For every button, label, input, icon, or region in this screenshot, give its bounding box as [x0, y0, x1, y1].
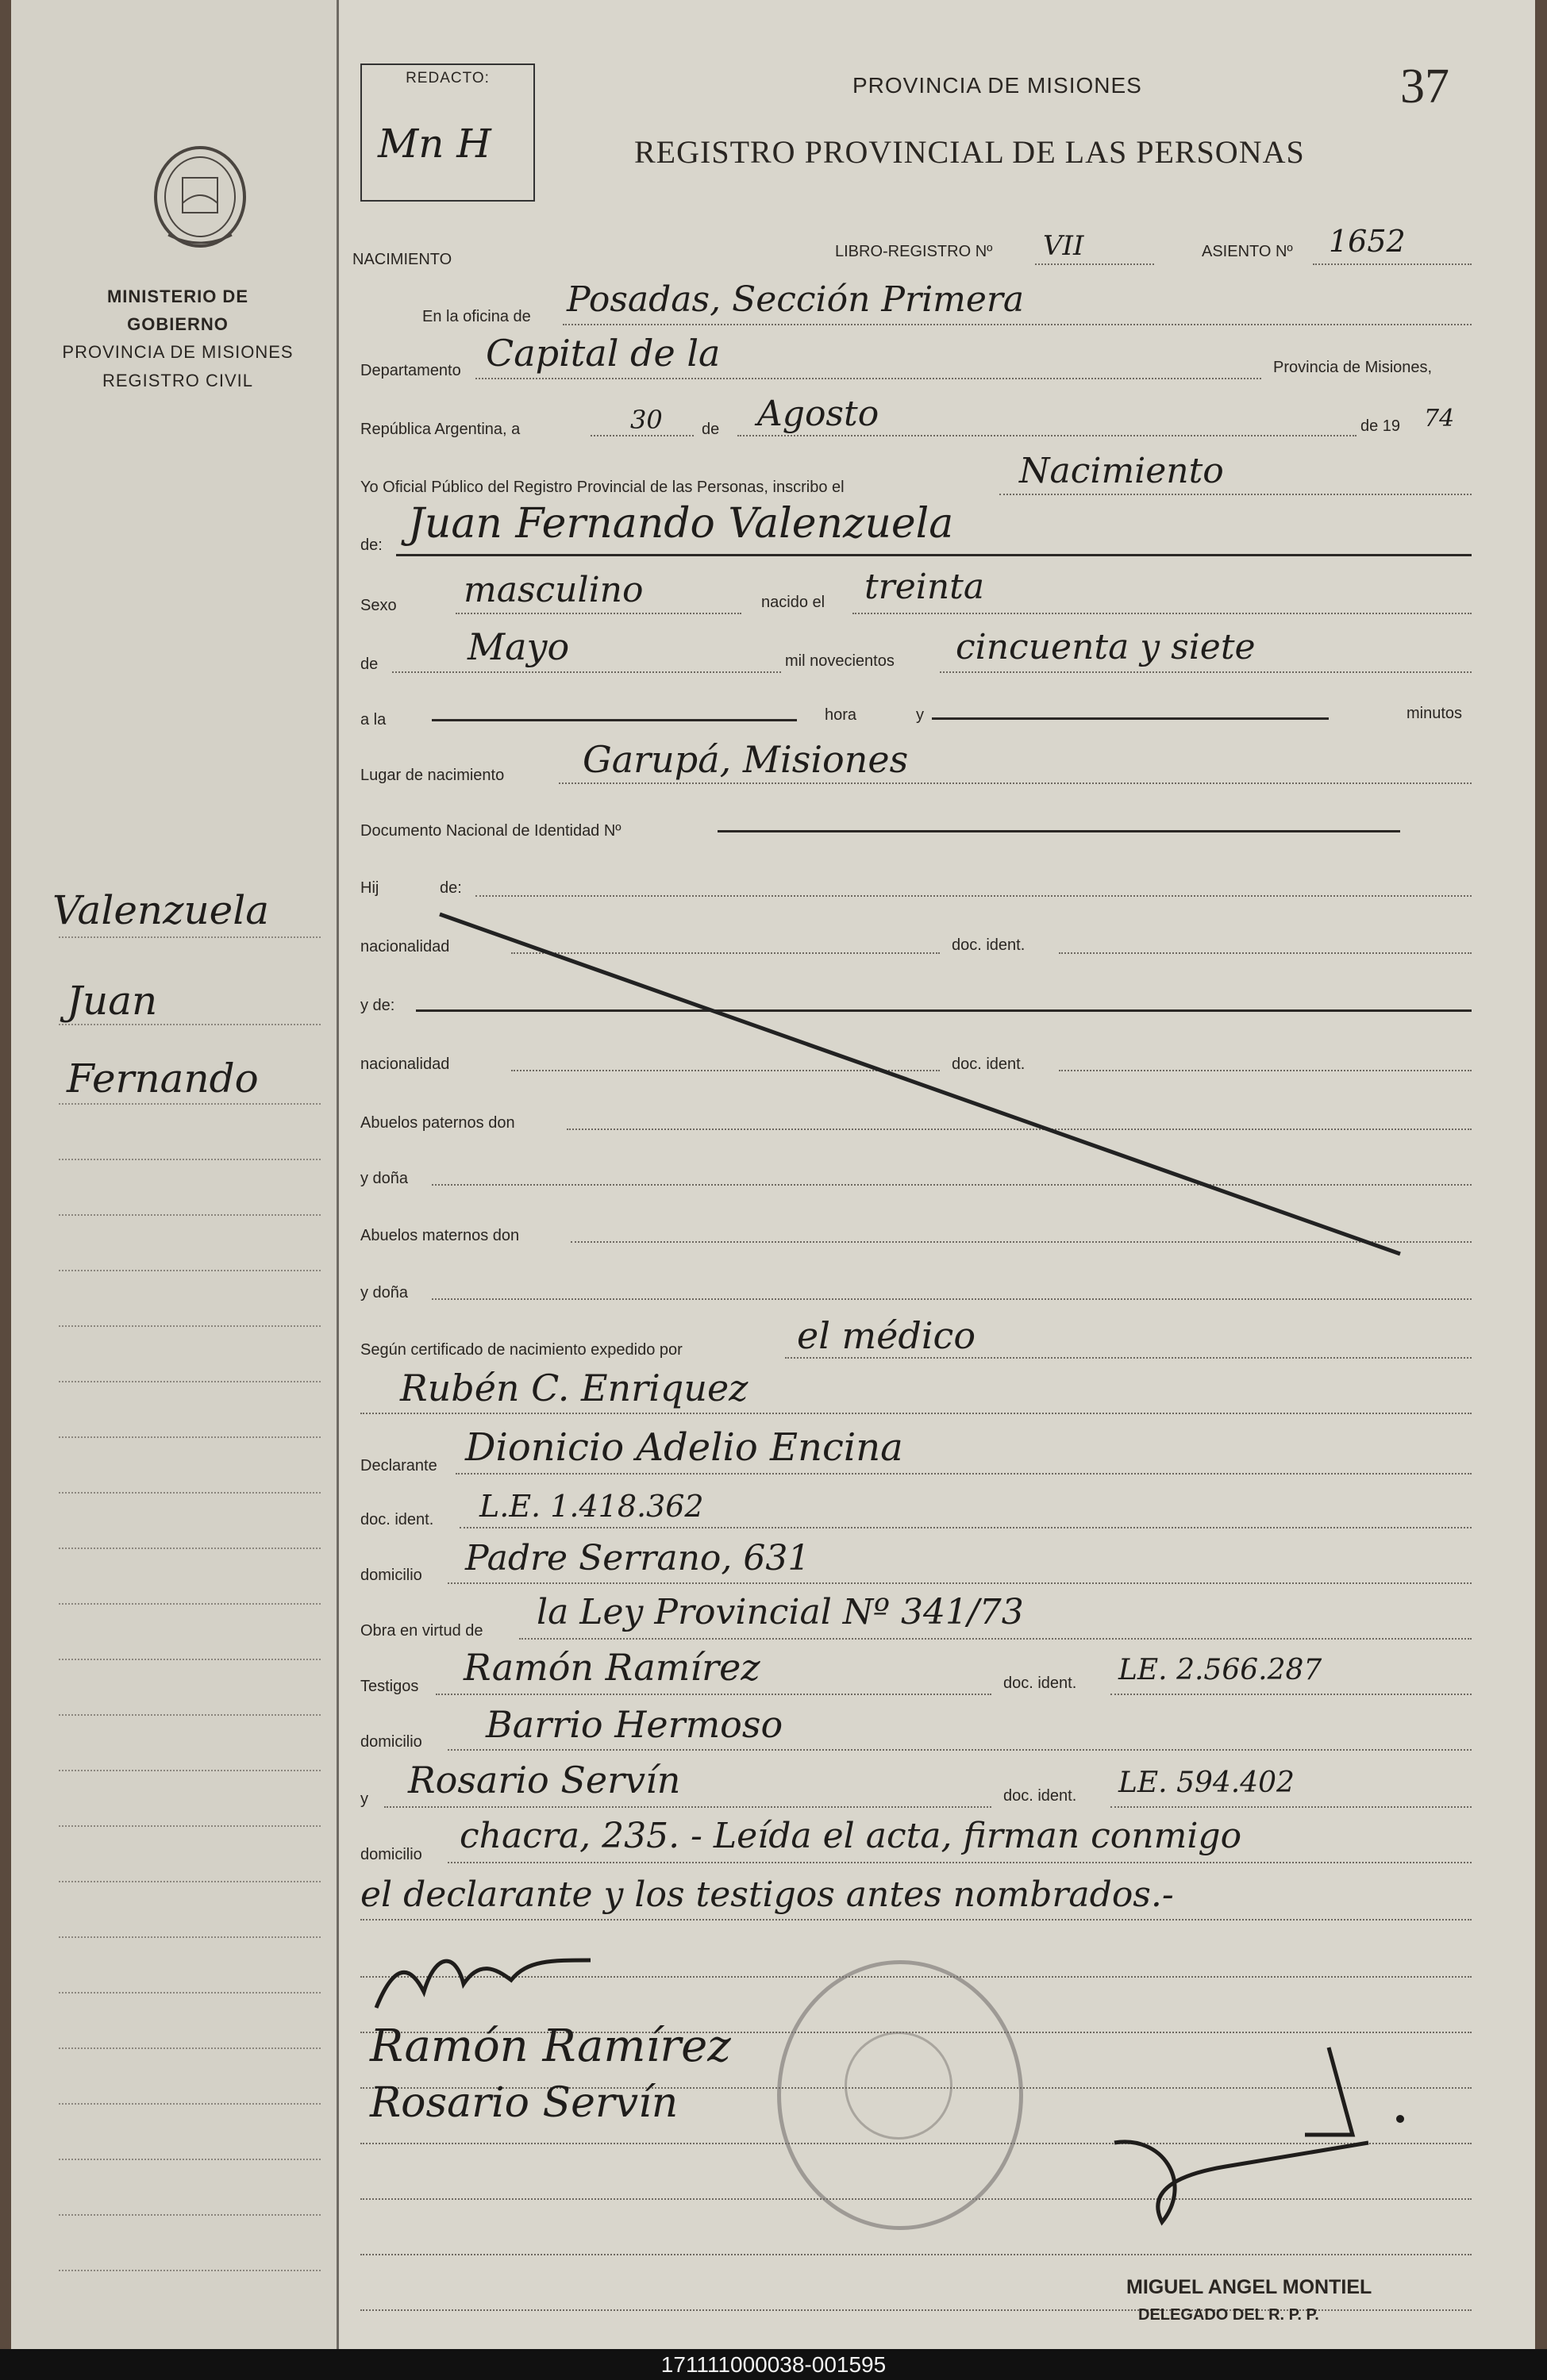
hij-label: Hij: [360, 879, 379, 897]
testigo1-value: Ramón Ramírez: [464, 1646, 760, 1689]
dotted-rule: [559, 782, 1472, 784]
oficina-value: Posadas, Sección Primera: [567, 279, 1025, 320]
mil-label: mil novecientos: [785, 652, 895, 670]
solid-rule: [396, 554, 1472, 556]
official-signature-icon: [1067, 2016, 1480, 2254]
dotted-rule: [448, 1582, 1472, 1584]
margin-middlename: Fernando: [67, 1055, 259, 1102]
redacto-label: REDACTO:: [406, 70, 490, 87]
lugar-label: Lugar de nacimiento: [360, 767, 505, 784]
y-label: y: [916, 706, 924, 724]
dotted-rule: [519, 1638, 1472, 1640]
solid-rule: [718, 830, 1400, 832]
obra-value: la Ley Provincial Nº 341/73: [537, 1592, 1024, 1632]
margin-rule: [59, 1936, 321, 1938]
declarante-signature-icon: [360, 1936, 614, 2032]
closing-value: el declarante y los testigos antes nombrados.-: [360, 1874, 1174, 1915]
de3-label: de: [360, 656, 379, 673]
witness2-signature: Rosario Servín: [370, 2079, 679, 2127]
page-title: REGISTRO PROVINCIAL DE LAS PERSONAS: [634, 134, 1305, 170]
dotted-rule: [1110, 1694, 1472, 1695]
margin-rule: [59, 1992, 321, 1994]
mes2-value: Mayo: [468, 625, 570, 668]
margin-rule: [59, 1714, 321, 1716]
domicilio3-value: chacra, 235. - Leída el acta, firman conmigo: [460, 1816, 1242, 1856]
dotted-rule: [940, 671, 1472, 673]
dotted-rule: [999, 494, 1472, 495]
mes-value: Agosto: [757, 394, 879, 434]
dotted-rule: [360, 1919, 1472, 1921]
abuelos-maternos-label: Abuelos maternos don: [360, 1227, 520, 1244]
obra-label: Obra en virtud de: [360, 1622, 483, 1640]
departamento-label: Departamento: [360, 362, 461, 379]
solid-rule: [432, 719, 797, 721]
abuelos-paternos-label: Abuelos paternos don: [360, 1114, 515, 1132]
margin-rule: [59, 2270, 321, 2271]
sexo-label: Sexo: [360, 597, 397, 614]
yde-label: y de:: [360, 997, 395, 1014]
margin-rule: [59, 1214, 321, 1216]
asiento-value: 1652: [1329, 224, 1406, 259]
dotted-rule: [591, 435, 694, 436]
departamento-value: Capital de la: [486, 332, 721, 375]
docident3-label: doc. ident.: [360, 1511, 434, 1528]
dotted-rule: [737, 435, 1357, 436]
margin-rule: [59, 1770, 321, 1771]
nombre-value: Juan Fernando Valenzuela: [408, 500, 954, 548]
margin-rule: [59, 1325, 321, 1327]
anio2-value: cincuenta y siete: [956, 627, 1256, 667]
dotted-rule: [360, 2254, 1472, 2255]
docident3-value: L.E. 1.418.362: [479, 1489, 704, 1524]
sexo-value: masculino: [464, 570, 644, 610]
medico-value: Rubén C. Enriquez: [400, 1367, 748, 1409]
dia-value: 30: [630, 405, 663, 435]
margin-rule: [59, 2047, 321, 2049]
dotted-rule: [456, 1473, 1472, 1475]
asiento-label: ASIENTO Nº: [1202, 243, 1293, 260]
domicilio-value: Padre Serrano, 631: [465, 1538, 810, 1578]
docident-label: doc. ident.: [952, 936, 1026, 954]
margin-rule: [59, 1159, 321, 1160]
declarante-label: Declarante: [360, 1457, 437, 1475]
dotted-rule: [448, 1749, 1472, 1751]
margin-rule: [59, 2214, 321, 2216]
dotted-rule: [436, 1694, 991, 1695]
margin-rule: [59, 1548, 321, 1549]
margin-rule: [59, 1825, 321, 1827]
dotted-rule: [1035, 263, 1154, 265]
inscribo-value: Nacimiento: [1019, 451, 1224, 491]
register-page: [11, 0, 1535, 2349]
oficial-label: Yo Oficial Público del Registro Provincial de las Personas, inscribo el: [360, 479, 845, 496]
province-heading: PROVINCIA DE MISIONES: [852, 73, 1142, 98]
delegado-title: DELEGADO DEL R. P. P.: [1138, 2306, 1319, 2324]
dotted-rule: [360, 1413, 1472, 1414]
domicilio2-label: domicilio: [360, 1733, 422, 1751]
y2-label: y: [360, 1790, 368, 1808]
dotted-rule: [392, 671, 781, 673]
nacionalidad2-label: nacionalidad: [360, 1055, 450, 1073]
anio-label: de 19: [1360, 417, 1401, 435]
margin-rule: [59, 936, 321, 938]
de2-label: de:: [360, 536, 383, 554]
margin-rule: [59, 1436, 321, 1438]
cancel-stroke-icon: [432, 905, 1416, 1262]
margin-rule: [59, 1381, 321, 1382]
dotted-rule: [1110, 1806, 1472, 1808]
lugar-value: Garupá, Misiones: [583, 738, 909, 781]
domicilio2-value: Barrio Hermoso: [486, 1703, 783, 1746]
margin-rule: [59, 1603, 321, 1605]
ministry-heading: [59, 283, 297, 394]
dotted-rule: [448, 1862, 1472, 1863]
left-margin-column: [11, 0, 339, 2349]
dotted-rule: [563, 324, 1472, 325]
docident2-label: doc. ident.: [952, 1055, 1026, 1073]
libro-value: VII: [1043, 230, 1084, 262]
ydona2-label: y doña: [360, 1284, 409, 1302]
witness1-signature: Ramón Ramírez: [370, 2021, 731, 2072]
republica-label: República Argentina, a: [360, 421, 521, 438]
margin-rule: [59, 2159, 321, 2160]
oficina-label: En la oficina de: [422, 308, 531, 325]
dotted-rule: [852, 613, 1472, 614]
scan-id-footer: 171111000038-001595: [0, 2349, 1547, 2380]
libro-label: LIBRO-REGISTRO Nº: [835, 243, 993, 260]
redacto-box: [360, 63, 535, 202]
dotted-rule: [1313, 263, 1472, 265]
ministry-line1: MINISTERIO DE GOBIERNO: [106, 286, 248, 335]
page-number: 37: [1400, 60, 1449, 113]
margin-rule: [59, 1270, 321, 1271]
docident5-label: doc. ident.: [1003, 1787, 1077, 1805]
nacido-value: treinta: [864, 567, 985, 607]
nacionalidad-label: nacionalidad: [360, 938, 450, 955]
anio-value: 74: [1424, 405, 1455, 433]
docident5-value: LE. 594.402: [1118, 1767, 1295, 1799]
dotted-rule: [785, 1357, 1472, 1359]
docident4-value: LE. 2.566.287: [1118, 1654, 1322, 1686]
dotted-rule: [384, 1806, 991, 1808]
stamp-center-icon: [845, 2032, 952, 2140]
margin-surname: Valenzuela: [52, 887, 270, 933]
provincial-seal-icon: [144, 140, 256, 259]
nacido-label: nacido el: [761, 594, 825, 611]
hora-label: hora: [825, 706, 857, 724]
margin-rule: [59, 1492, 321, 1494]
de4-label: de:: [440, 879, 462, 897]
dotted-rule: [475, 378, 1261, 379]
margin-rule: [59, 1103, 321, 1105]
domicilio-label: domicilio: [360, 1567, 422, 1584]
ydona-label: y doña: [360, 1170, 409, 1187]
margin-rule: [59, 1881, 321, 1882]
declarante-value: Dionicio Adelio Encina: [465, 1425, 903, 1470]
dotted-rule: [475, 895, 1472, 897]
domicilio3-label: domicilio: [360, 1846, 422, 1863]
margin-rule: [59, 2103, 321, 2105]
docident4-label: doc. ident.: [1003, 1674, 1077, 1692]
solid-rule: [932, 717, 1329, 720]
minutos-label: minutos: [1407, 705, 1463, 722]
delegado-name: MIGUEL ANGEL MONTIEL: [1126, 2276, 1372, 2298]
ministry-line2: PROVINCIA DE MISIONES: [62, 342, 294, 363]
ala-label: a la: [360, 711, 387, 729]
testigo2-value: Rosario Servín: [408, 1759, 681, 1801]
margin-rule: [59, 1659, 321, 1660]
certificado-label: Según certificado de nacimiento expedido por: [360, 1341, 683, 1359]
margin-rule: [59, 1024, 321, 1025]
dotted-rule: [432, 1298, 1472, 1300]
margin-firstname: Juan: [67, 978, 158, 1024]
testigos-label: Testigos: [360, 1678, 419, 1695]
provincia-label: Provincia de Misiones,: [1273, 359, 1433, 376]
de-label: de: [702, 421, 720, 438]
dotted-rule: [456, 613, 741, 614]
dni-label: Documento Nacional de Identidad Nº: [360, 822, 621, 840]
ministry-line3: REGISTRO CIVIL: [102, 370, 254, 390]
dotted-rule: [460, 1527, 1472, 1528]
nacimiento-label: NACIMIENTO: [352, 251, 452, 268]
certificado-value: el médico: [797, 1314, 976, 1357]
redacto-value: Mn H: [378, 121, 491, 167]
